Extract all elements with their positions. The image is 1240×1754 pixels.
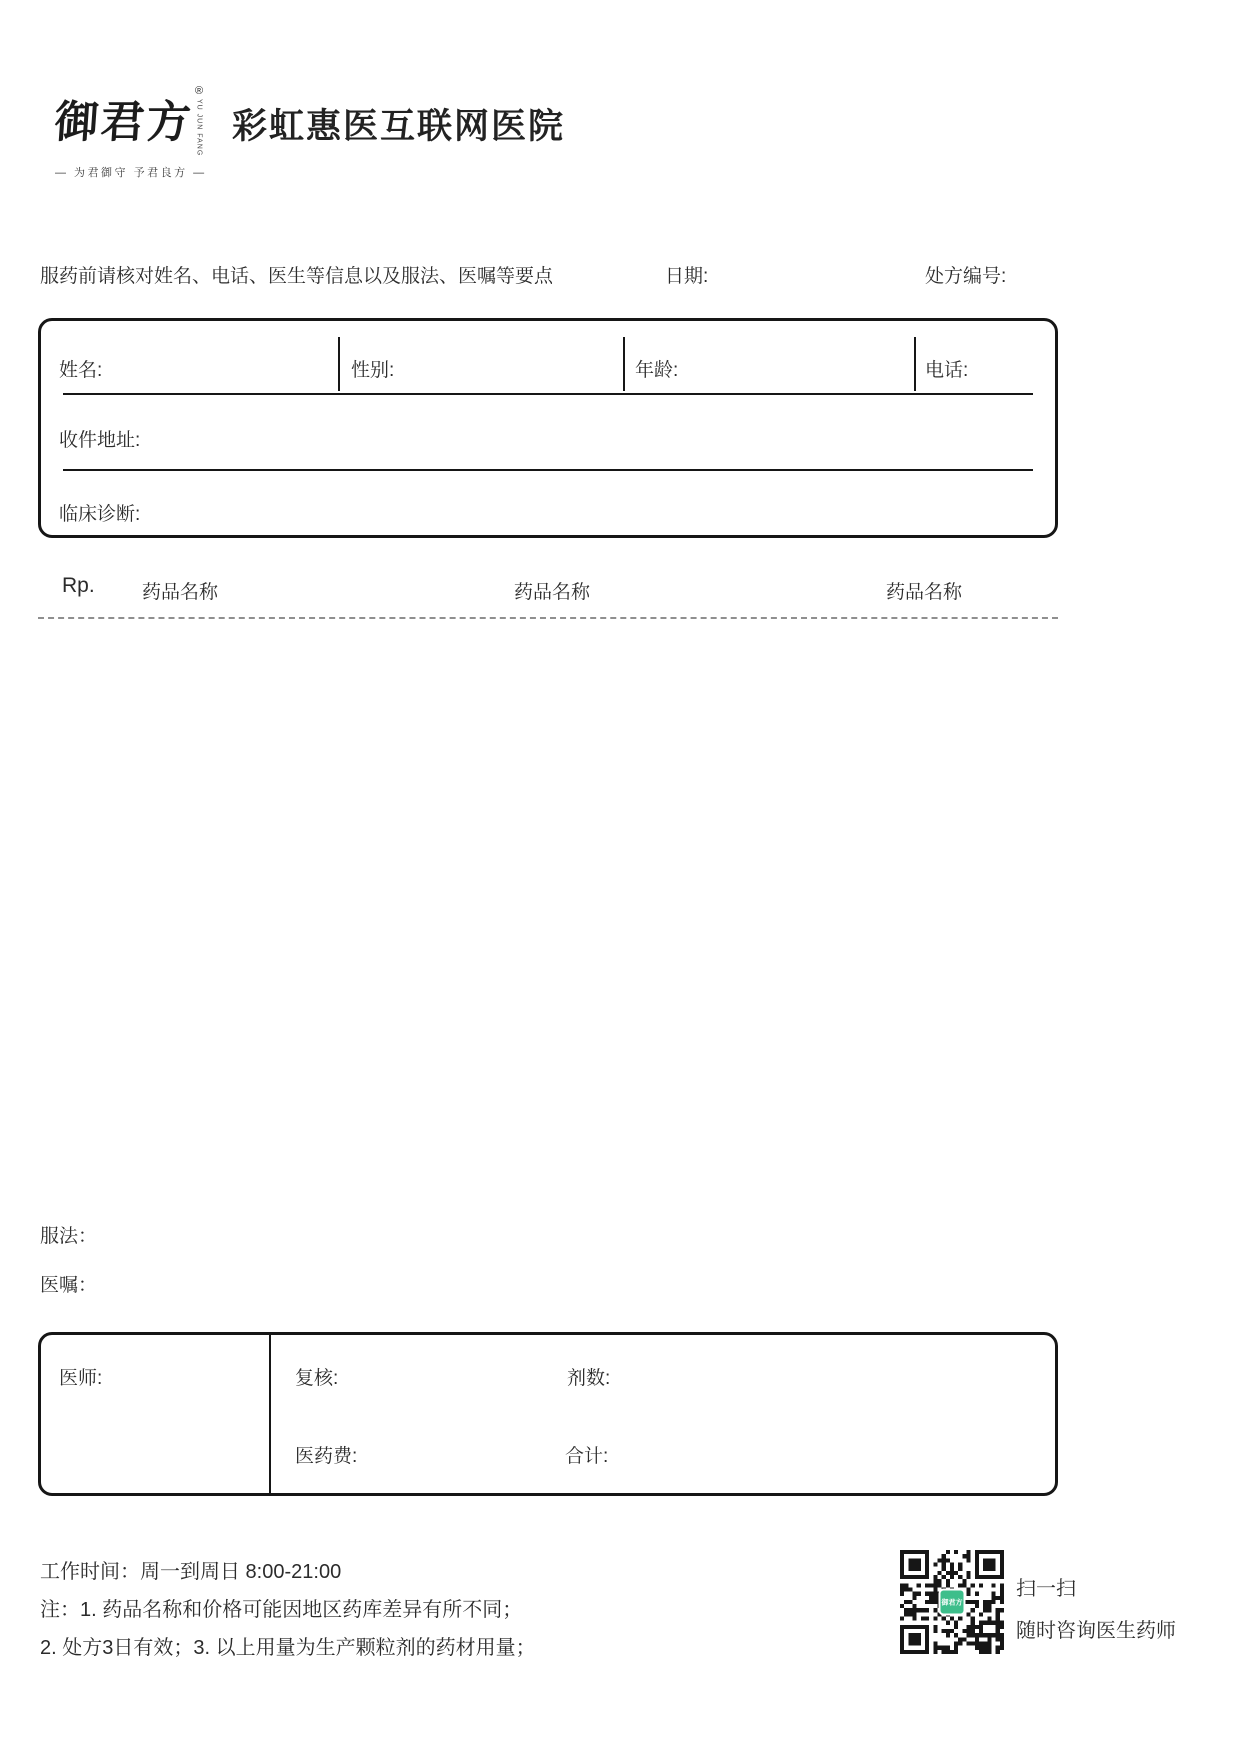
date-label: 日期: bbox=[665, 266, 709, 287]
brand-logo-side bbox=[195, 86, 203, 156]
brand-logo-text: 御君方 bbox=[52, 97, 195, 148]
qr-caption-consult: 随时咨询医生药师 bbox=[1016, 1620, 1176, 1642]
footer-note-1: 注：1. 药品名称和价格可能因地区药库差异有所不同； bbox=[40, 1599, 523, 1621]
working-hours: 工作时间：周一到周日 8:00-21:00 bbox=[40, 1561, 342, 1583]
diagnosis-label: 临床诊断: bbox=[59, 504, 141, 525]
verification-notice: 服药前请核对姓名、电话、医生等信息以及服法、医嘱等要点 bbox=[40, 266, 554, 287]
drug-name-column-3: 药品名称 bbox=[886, 582, 963, 603]
signoff-box bbox=[38, 1332, 1058, 1496]
brand-tagline: — 为君御守 予君良方 — bbox=[55, 167, 207, 180]
patient-phone-label: 电话: bbox=[925, 360, 969, 381]
qr-caption-scan: 扫一扫 bbox=[1016, 1578, 1076, 1600]
registered-trademark-icon: ® bbox=[195, 85, 204, 97]
hospital-title: 彩虹惠医互联网医院 bbox=[232, 107, 566, 146]
total-label: 合计: bbox=[565, 1446, 609, 1467]
row-divider bbox=[63, 469, 1033, 471]
rx-separator-dashed-line bbox=[38, 617, 1058, 619]
qr-center-logo: 御君方 bbox=[939, 1589, 966, 1616]
cell-divider bbox=[623, 337, 625, 391]
cell-divider bbox=[914, 337, 916, 391]
drug-name-column-1: 药品名称 bbox=[142, 582, 219, 603]
cell-divider bbox=[269, 1335, 271, 1493]
medicine-fee-label: 医药费: bbox=[295, 1446, 358, 1467]
row-divider bbox=[63, 393, 1033, 395]
patient-info-box bbox=[38, 318, 1058, 538]
brand-logo bbox=[52, 85, 207, 180]
qr-code bbox=[900, 1550, 1004, 1654]
rx-number-label: 处方编号: bbox=[925, 266, 1007, 287]
usage-label: 服法： bbox=[40, 1226, 98, 1247]
patient-name-label: 姓名: bbox=[59, 360, 103, 381]
brand-logo-pinyin: YU JUN FANG bbox=[195, 99, 203, 157]
dose-count-label: 剂数: bbox=[567, 1368, 611, 1389]
patient-gender-label: 性别: bbox=[351, 360, 395, 381]
drug-name-column-2: 药品名称 bbox=[514, 582, 591, 603]
doctor-label: 医师: bbox=[59, 1368, 103, 1389]
advice-label: 医嘱： bbox=[40, 1275, 98, 1296]
patient-age-label: 年龄: bbox=[635, 360, 679, 381]
rp-label: Rp. bbox=[62, 574, 95, 597]
footer-note-2: 2. 处方3日有效；3. 以上用量为生产颗粒剂的药材用量； bbox=[40, 1637, 536, 1659]
address-label: 收件地址: bbox=[59, 430, 141, 451]
review-label: 复核: bbox=[295, 1368, 339, 1389]
cell-divider bbox=[338, 337, 340, 391]
